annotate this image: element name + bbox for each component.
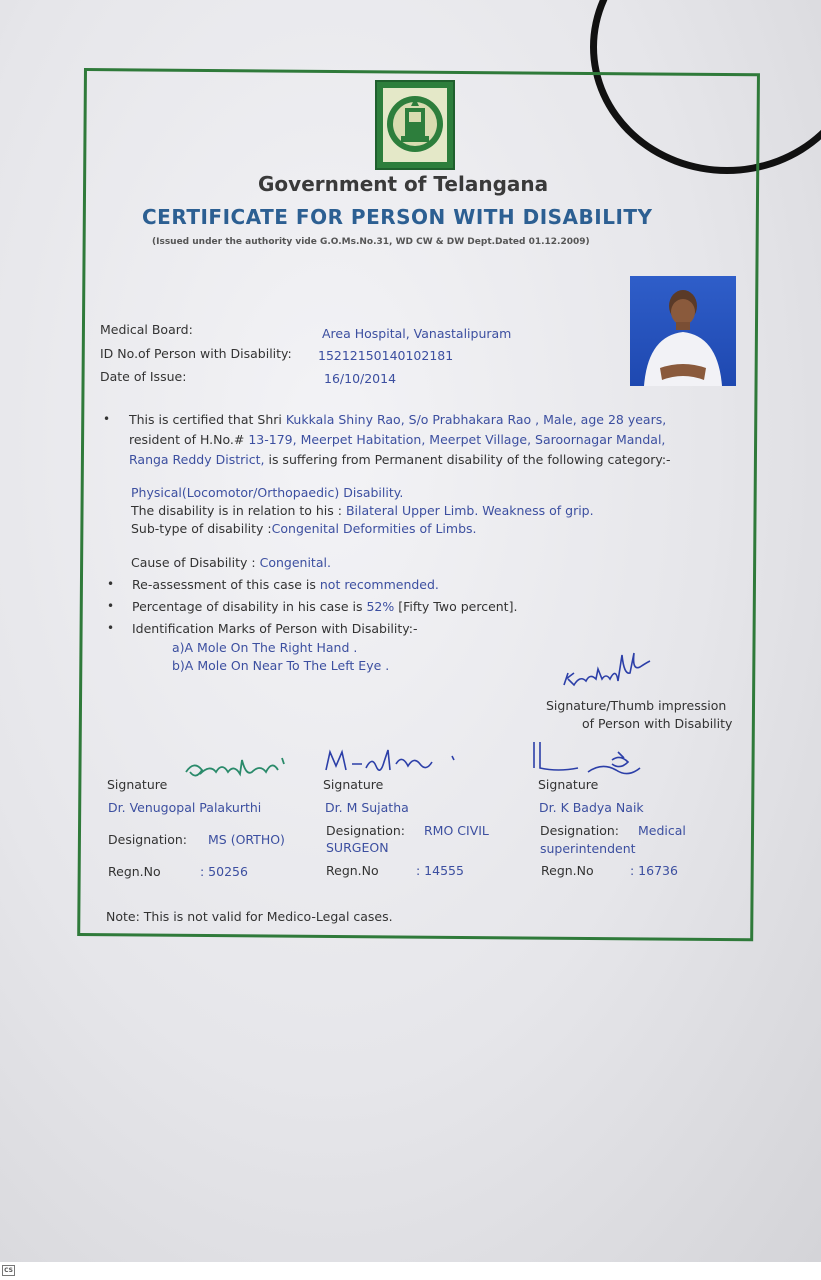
signature-scribble-sujatha	[322, 742, 472, 782]
issued-under-text: (Issued under the authority vide G.O.Ms.No.31, WD CW & DW Dept.Dated 01.12.2009)	[152, 237, 590, 247]
designation-value-2-line-2: SURGEON	[326, 840, 389, 855]
regn-value-3: : 16736	[630, 863, 678, 878]
medical-board-value: Area Hospital, Vanastalipuram	[322, 326, 512, 341]
disability-subtype: Sub-type of disability :Congenital Deformities of Limbs.	[131, 521, 477, 536]
percentage-text: Percentage of disability in his case is 52% [Fifty Two percent].	[132, 599, 518, 614]
identification-mark-b: b)A Mole On Near To The Left Eye .	[172, 658, 390, 673]
id-number-label: ID No.of Person with Disability:	[100, 346, 292, 361]
certification-line-2: resident of H.No.# 13-179, Meerpet Habitation, Meerpet Village, Saroornagar Mandal,	[129, 432, 666, 447]
regn-value-2: : 14555	[416, 863, 464, 878]
designation-label-1: Designation:	[108, 832, 187, 847]
signature-label-2: Signature	[323, 777, 384, 792]
medical-board-label: Medical Board:	[100, 322, 193, 337]
signature-label-1: Signature	[107, 777, 168, 792]
date-of-issue-value: 16/10/2014	[324, 371, 397, 386]
cause-of-disability: Cause of Disability : Congenital.	[131, 555, 331, 570]
designation-value-2-line-1: RMO CIVIL	[424, 823, 489, 838]
signatory-name-3: Dr. K Badya Naik	[539, 800, 644, 815]
designation-label-3: Designation:	[540, 823, 619, 838]
person-signature-scribble	[560, 645, 660, 695]
certification-line-1: This is certified that Shri Kukkala Shiny Rao, S/o Prabhakara Rao , Male, age 28 years,	[129, 412, 667, 427]
person-signature-caption-2: of Person with Disability	[582, 716, 733, 731]
signatory-name-1: Dr. Venugopal Palakurthi	[108, 800, 262, 815]
reassessment-text: Re-assessment of this case is not recommended.	[132, 577, 439, 592]
designation-value-3-line-1: Medical	[638, 823, 686, 838]
identification-marks-label: Identification Marks of Person with Disability:-	[132, 621, 418, 636]
person-photo	[630, 276, 736, 386]
signature-label-3: Signature	[538, 777, 599, 792]
scan-footer-strip	[0, 1262, 821, 1280]
government-heading: Government of Telangana	[258, 172, 549, 196]
designation-value-1: MS (ORTHO)	[208, 832, 285, 847]
bullet-dot-icon: •	[107, 599, 115, 613]
regn-label-3: Regn.No	[541, 863, 594, 878]
scanner-logo-icon: CS	[2, 1265, 15, 1276]
medico-legal-note: Note: This is not valid for Medico-Legal cases.	[106, 909, 393, 924]
designation-value-3-line-2: superintendent	[540, 841, 636, 856]
date-of-issue-label: Date of Issue:	[100, 369, 187, 384]
telangana-emblem-icon	[375, 80, 455, 170]
certification-line-3: Ranga Reddy District, is suffering from Permanent disability of the following category:-	[129, 452, 671, 467]
identification-mark-a: a)A Mole On The Right Hand .	[172, 640, 358, 655]
designation-label-2: Designation:	[326, 823, 405, 838]
signature-scribble-venugopal	[182, 750, 302, 790]
certificate-title: CERTIFICATE FOR PERSON WITH DISABILITY	[142, 205, 653, 229]
disability-relation: The disability is in relation to his : Bilateral Upper Limb. Weakness of grip.	[131, 503, 594, 518]
bullet-dot-icon: •	[103, 412, 111, 426]
regn-label-1: Regn.No	[108, 864, 161, 879]
regn-label-2: Regn.No	[326, 863, 379, 878]
id-number-value: 15212150140102181	[318, 348, 454, 363]
bullet-dot-icon: •	[107, 621, 115, 635]
disability-category: Physical(Locomotor/Orthopaedic) Disability.	[131, 485, 404, 500]
signatory-name-2: Dr. M Sujatha	[325, 800, 409, 815]
person-signature-caption-1: Signature/Thumb impression	[546, 698, 727, 713]
regn-value-1: : 50256	[200, 864, 248, 879]
bullet-dot-icon: •	[107, 577, 115, 591]
